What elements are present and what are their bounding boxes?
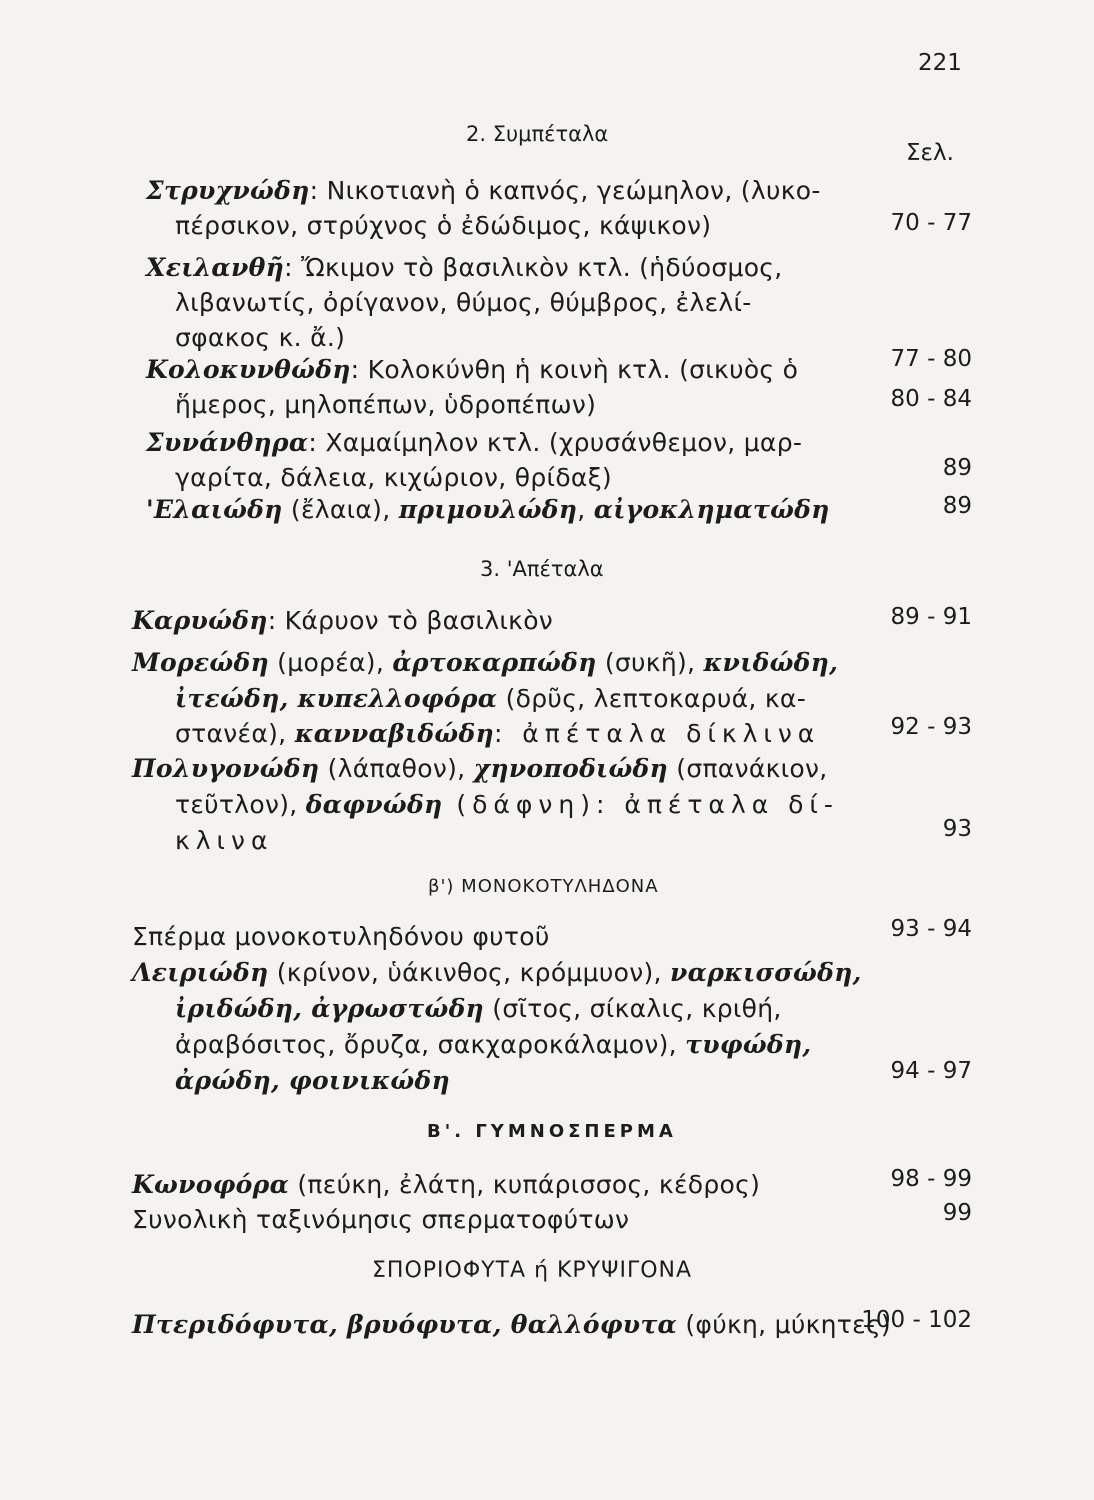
section-heading-sympetala: 2. Συμπέταλα — [466, 122, 609, 146]
entry-text: (σπανάκιον, — [668, 754, 828, 783]
entry-text: (λάπαθον), — [319, 754, 474, 783]
entry-text: (συκῆ), — [596, 648, 704, 677]
entry-term: ἀρώδη, φοινικώδη — [175, 1066, 450, 1095]
entry-pteridofyta-line — [132, 1310, 891, 1339]
entry-term: Χειλανθῆ — [146, 253, 285, 282]
entry-text: : Χαμαίμηλον κτλ. (χρυσάνθεμον, μαρ- — [308, 428, 803, 457]
entry-text: : Ὤκιμον τὸ βασιλικὸν κτλ. (ἡδύοσμος, — [284, 253, 783, 282]
entry-text: (δάφνη): ἀπέταλα δί- — [442, 790, 839, 819]
entry-synoliki-line: Συνολικὴ ταξινόμησις σπερματοφύτων — [132, 1205, 630, 1234]
entry-term: ναρκισσώδη, — [670, 958, 862, 987]
entry-polygonodi-line-3: κλινα — [175, 826, 274, 855]
entry-cheilanthi-pages: 77 - 80 — [890, 346, 972, 372]
entry-text: , — [577, 495, 594, 524]
entry-term: αἰγοκληματώδη — [593, 495, 830, 524]
entry-cheilanthi-line-3: σφακος κ. ἄ.) — [175, 323, 346, 352]
entry-karyodi-line — [132, 606, 553, 635]
entry-kolokynthodi-line-1 — [146, 355, 798, 384]
entry-leiriodi-line-1 — [132, 958, 862, 987]
entry-synanthira-line-1 — [146, 428, 802, 457]
entry-text: (πεύκη, ἐλάτη, κυπάρισσος, κέδρος) — [289, 1170, 761, 1199]
entry-term: δαφνώδη — [305, 790, 443, 819]
section-heading-sporiofyta: ΣΠΟΡΙΟΦΥΤΑ ή ΚΡΥΨΙΓΟΝΑ — [372, 1258, 693, 1283]
entry-pteridofyta-pages: 100 - 102 — [861, 1307, 972, 1333]
entry-polygonodi-pages: 93 — [942, 816, 972, 842]
entry-elaiodi-line — [146, 495, 830, 524]
entry-kolokynthodi-pages: 80 - 84 — [890, 386, 972, 412]
section-heading-apetala: 3. 'Απέταλα — [480, 557, 604, 581]
section-heading-gymnosperma: Β'. ΓΥΜΝΟΣΠΕΡΜΑ — [427, 1121, 677, 1142]
entry-kolokynthodi-line-2: ἥμερος, μηλοπέπων, ὑδροπέπων) — [175, 390, 597, 419]
entry-leiriodi-pages: 94 - 97 — [890, 1058, 972, 1084]
entry-leiriodi-line-4 — [175, 1066, 450, 1095]
entry-text: (ἔλαια), — [282, 495, 399, 524]
entry-strychnodi-line-2: πέρσικον, στρύχνος ὁ ἐδώδιμος, κάψικον) — [175, 211, 712, 240]
entry-text: : Νικοτιανὴ ὁ καπνός, γεώμηλον, (λυκο- — [309, 176, 821, 205]
entry-term: Στρυχνώδη — [146, 176, 310, 205]
entry-text: τεῦτλον), — [175, 790, 306, 819]
entry-text: (κρίνον, ὑάκινθος, κρόμμυον), — [268, 958, 671, 987]
entry-sperma-line: Σπέρμα μονοκοτυληδόνου φυτοῦ — [132, 922, 550, 951]
entry-strychnodi-pages: 70 - 77 — [890, 210, 972, 236]
entry-cheilanthi-line-2: λιβανωτίς, ὀρίγανον, θύμος, θύμβρος, ἐλελί- — [175, 288, 752, 317]
entry-term: Πολυγονώδη — [132, 754, 320, 783]
entry-term: Πτεριδόφυτα, βρυόφυτα, θαλλόφυτα — [132, 1310, 678, 1339]
entry-term: κνιδώδη, — [703, 648, 839, 677]
entry-moreodi-line-2 — [175, 684, 806, 713]
entry-konofora-pages: 98 - 99 — [890, 1166, 972, 1192]
page-number: 221 — [918, 50, 962, 76]
entry-synoliki-pages: 99 — [942, 1200, 972, 1226]
pages-column-label: Σελ. — [906, 140, 954, 166]
entry-term: Μορεώδη — [132, 648, 269, 677]
entry-term: Συνάνθηρα — [146, 428, 309, 457]
entry-term: Κωνοφόρα — [132, 1170, 290, 1199]
entry-term: ἰτεώδη, κυπελλοφόρα — [175, 684, 498, 713]
entry-term: κανναβιδώδη — [294, 719, 494, 748]
entry-term: Λειριώδη — [132, 958, 269, 987]
entry-term: τυφώδη, — [685, 1030, 812, 1059]
section-heading-monokotylidona: β') ΜΟΝΟΚΟΤΥΛΗΔΟΝΑ — [428, 876, 659, 897]
entry-text: στανέα), — [175, 719, 295, 748]
entry-moreodi-pages: 92 - 93 — [890, 714, 972, 740]
entry-text: : Κολοκύνθη ἡ κοινὴ κτλ. (σικυὸς ὁ — [350, 355, 799, 384]
entry-term: 'Ελαιώδη — [146, 495, 283, 524]
entry-moreodi-line-3 — [175, 719, 820, 748]
entry-karyodi-pages: 89 - 91 — [890, 604, 972, 630]
entry-text: : ἀπέταλα δίκλινα — [493, 719, 821, 748]
entry-sperma-pages: 93 - 94 — [890, 916, 972, 942]
entry-text: (φύκη, μύκητες) — [677, 1310, 891, 1339]
entry-term: ἀρτοκαρπώδη — [392, 648, 597, 677]
entry-term: Καρυώδη — [132, 606, 268, 635]
entry-term: πριμουλώδη — [398, 495, 578, 524]
entry-text: (μορέα), — [268, 648, 393, 677]
entry-moreodi-line-1 — [132, 648, 838, 677]
entry-synanthira-line-2: γαρίτα, δάλεια, κιχώριον, θρίδαξ) — [175, 463, 612, 492]
entry-text: (δρῦς, λεπτοκαρυά, κα- — [497, 684, 807, 713]
entry-synanthira-pages: 89 — [942, 455, 972, 481]
entry-konofora-line — [132, 1170, 760, 1199]
entry-elaiodi-pages: 89 — [942, 493, 972, 519]
entry-polygonodi-line-1 — [132, 754, 828, 783]
entry-strychnodi-line-1 — [146, 176, 821, 205]
entry-leiriodi-line-3 — [175, 1030, 811, 1059]
entry-text: ἀραβόσιτος, ὄρυζα, σακχαροκάλαμον), — [175, 1030, 686, 1059]
entry-cheilanthi-line-1 — [146, 253, 783, 282]
entry-leiriodi-line-2 — [175, 994, 782, 1023]
entry-term: ἰριδώδη, ἀγρωστώδη — [175, 994, 485, 1023]
entry-text: : Κάρυον τὸ βασιλικὸν — [267, 606, 554, 635]
entry-text: (σῖτος, σίκαλις, κριθή, — [484, 994, 782, 1023]
entry-polygonodi-line-2 — [175, 790, 839, 819]
entry-term: Κολοκυνθώδη — [146, 355, 351, 384]
entry-term: χηνοποδιώδη — [473, 754, 669, 783]
